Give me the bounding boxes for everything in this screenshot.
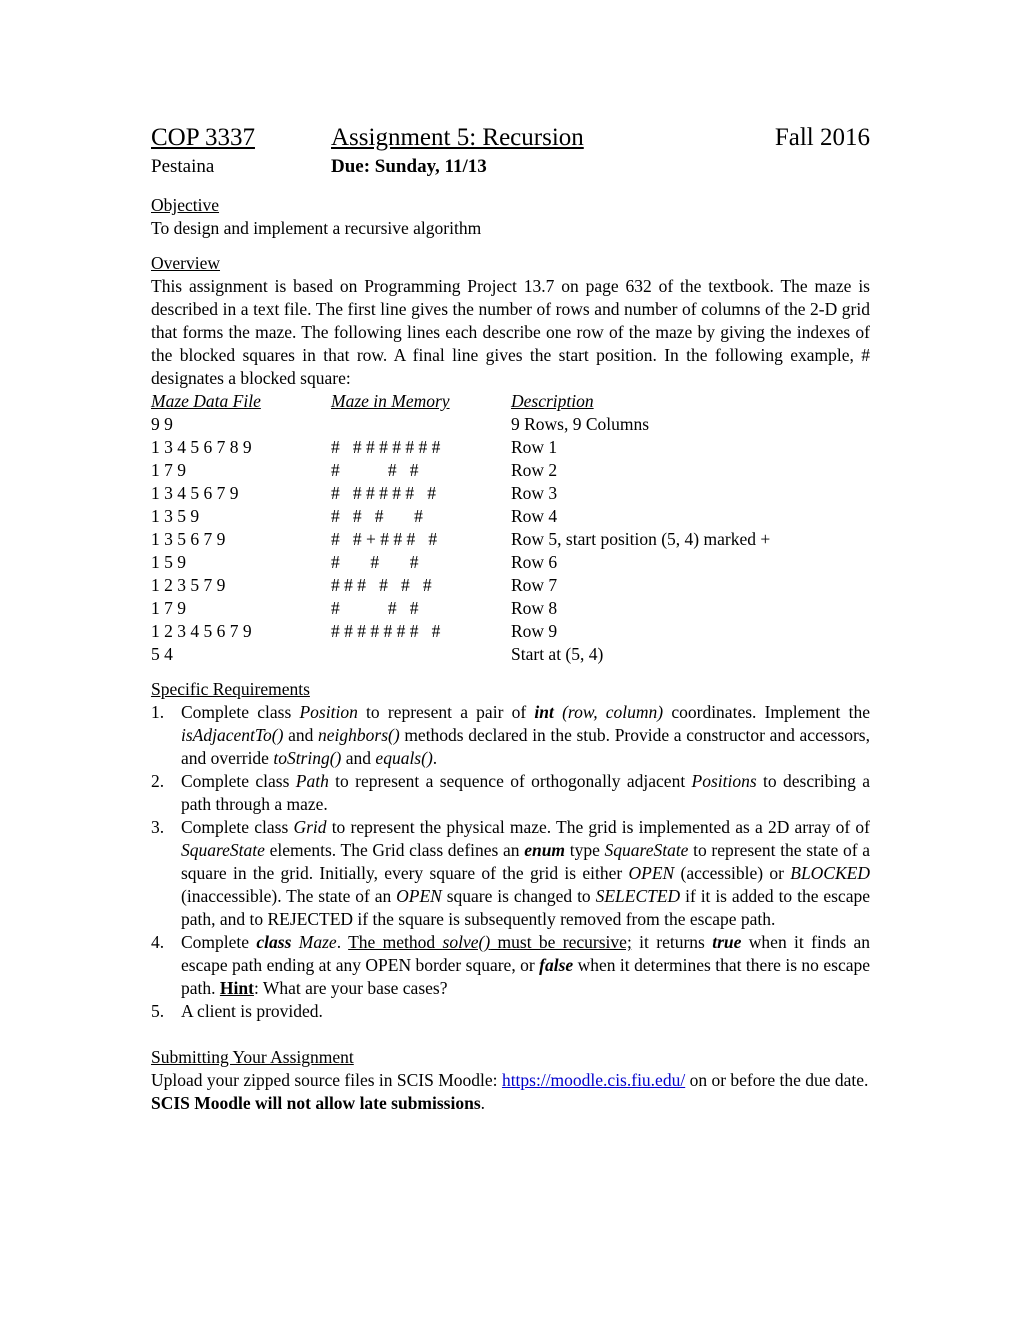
overview-heading: Overview — [151, 253, 221, 273]
maze-memory-cell: # # # — [331, 460, 419, 480]
maze-table-row — [151, 482, 870, 505]
requirement-text: enum — [524, 840, 566, 860]
requirement-text: to represent a pair of — [357, 702, 535, 722]
maze-table-row — [151, 505, 870, 528]
due-date: Due: Sunday, 11/13 — [331, 156, 487, 177]
submit-text-before: Upload your zipped source files in SCIS Moodle: — [151, 1070, 502, 1090]
requirement-text: if it is added to the escape path, and to REJECTED if the square is subsequently removed from the escape path. — [181, 886, 870, 929]
maze-table-row — [151, 459, 870, 482]
submit-text-end: . — [480, 1093, 486, 1113]
header-maze-in-memory: Maze in Memory — [331, 391, 450, 411]
requirements-list — [151, 701, 870, 1023]
requirement-text: Grid — [293, 817, 327, 837]
requirement-text: and — [341, 748, 376, 768]
requirement-item — [151, 770, 870, 816]
maze-table-row — [151, 597, 870, 620]
overview-section — [151, 252, 870, 390]
submit-text-after: on or before the due date. — [685, 1070, 869, 1090]
maze-memory-cell: # # # # # # # # — [331, 437, 441, 457]
requirement-text: OPEN — [396, 886, 442, 906]
requirement-text: (accessible) or — [674, 863, 791, 883]
maze-table-row — [151, 620, 870, 643]
maze-memory-cell: # # # # # # — [331, 575, 432, 595]
requirement-text: coordinates. Implement the — [663, 702, 871, 722]
course-code: COP 3337 — [151, 124, 255, 151]
requirement-text: class — [256, 932, 292, 952]
maze-description-cell: Row 2 — [511, 460, 558, 480]
maze-data-cell: 9 9 — [151, 414, 173, 434]
requirement-number: 1. — [151, 702, 165, 722]
maze-table-row — [151, 436, 870, 459]
header-description: Description — [511, 391, 594, 411]
maze-data-cell: 1 3 5 6 7 9 — [151, 529, 226, 549]
requirement-text — [554, 702, 562, 722]
maze-description-cell: Row 6 — [511, 552, 558, 572]
requirement-text: BLOCKED — [790, 863, 870, 883]
requirement-text: . — [336, 932, 349, 952]
maze-memory-cell: # # # # — [331, 506, 423, 526]
maze-table-header — [151, 390, 870, 413]
requirement-text: toString() — [273, 748, 342, 768]
maze-table-row — [151, 643, 870, 666]
requirement-text: neighbors() — [318, 725, 400, 745]
subtitle-row — [151, 154, 870, 180]
requirement-text: Complete — [181, 932, 257, 952]
requirement-number: 3. — [151, 817, 165, 837]
header-maze-data-file: Maze Data File — [151, 391, 261, 411]
maze-data-cell: 1 3 4 5 6 7 9 — [151, 483, 239, 503]
requirement-text: and — [283, 725, 318, 745]
requirement-item — [151, 701, 870, 770]
requirement-text: to describing a path through a maze. — [181, 771, 870, 814]
maze-memory-cell: # # # # # # # — [331, 483, 436, 503]
requirement-number: 2. — [151, 771, 165, 791]
maze-data-cell: 1 2 3 5 7 9 — [151, 575, 226, 595]
submitting-section — [151, 1046, 870, 1115]
requirement-text: solve() — [442, 932, 491, 952]
requirement-text: SquareState — [604, 840, 689, 860]
requirement-text: OPEN — [628, 863, 675, 883]
requirement-item — [151, 1000, 870, 1023]
maze-data-cell: 1 3 5 9 — [151, 506, 200, 526]
requirement-text: methods declared in the stub. Provide a constructor and accessors, and override — [181, 725, 870, 768]
requirement-text: (row, column) — [562, 702, 664, 722]
requirement-text: must be recursive; — [490, 932, 632, 952]
objective-text: To design and implement a recursive algorithm — [151, 218, 482, 238]
requirement-text: it returns — [631, 932, 713, 952]
maze-table-row — [151, 528, 870, 551]
maze-table — [151, 390, 870, 666]
late-submission-note: SCIS Moodle will not allow late submissions — [151, 1093, 481, 1113]
maze-memory-cell: # # # — [331, 552, 419, 572]
requirement-text — [291, 932, 298, 952]
requirement-text: to represent the physical maze. The grid is implemented as a 2D array of of — [326, 817, 870, 837]
requirement-text: false — [539, 955, 574, 975]
requirement-number: 4. — [151, 932, 165, 952]
maze-data-cell: 1 3 4 5 6 7 8 9 — [151, 437, 252, 457]
maze-description-cell: Row 4 — [511, 506, 558, 526]
requirement-text: Complete class — [181, 771, 296, 791]
maze-memory-cell: # # + # # # # — [331, 529, 438, 549]
requirement-item — [151, 816, 870, 931]
requirement-text: Positions — [691, 771, 757, 791]
requirement-text: Complete class — [181, 702, 300, 722]
maze-description-cell: Row 8 — [511, 598, 558, 618]
maze-data-cell: 5 4 — [151, 644, 173, 664]
objective-heading: Objective — [151, 195, 220, 215]
requirement-text: Position — [299, 702, 358, 722]
requirement-text: int — [534, 702, 554, 722]
maze-table-row — [151, 574, 870, 597]
requirement-text: SquareState — [181, 840, 265, 860]
requirement-text: : What are your base cases? — [253, 978, 448, 998]
requirement-text: Maze — [298, 932, 337, 952]
instructor: Pestaina — [151, 156, 215, 177]
maze-data-cell: 1 5 9 — [151, 552, 186, 572]
requirement-text: equals() — [375, 748, 433, 768]
submitting-heading: Submitting Your Assignment — [151, 1047, 354, 1067]
maze-data-cell: 1 2 3 4 5 6 7 9 — [151, 621, 252, 641]
maze-table-row — [151, 413, 870, 436]
requirement-text: isAdjacentTo() — [181, 725, 284, 745]
requirement-text: elements. The Grid class defines an — [264, 840, 525, 860]
title-row — [151, 122, 870, 154]
requirements-heading: Specific Requirements — [151, 679, 310, 699]
requirement-text: Path — [295, 771, 329, 791]
objective-section — [151, 194, 870, 240]
assignment-title: Assignment 5: Recursion — [331, 124, 584, 151]
requirement-text: when it determines that there is no escape path. — [181, 955, 870, 998]
maze-description-cell: Row 5, start position (5, 4) marked + — [511, 529, 771, 549]
requirement-text: square is changed to — [441, 886, 596, 906]
overview-text: This assignment is based on Programming Project 13.7 on page 632 of the textbook. The maze is described in a text file. The first line gives the number of rows and number of columns of the 2-D grid that forms the maze. The following lines each describe one row of the maze by giving the indexes of the blocked squares in that row. A final line gives the start position. In the following example, # designates a blocked square: — [151, 276, 870, 388]
maze-memory-cell: # # # # # # # # — [331, 621, 441, 641]
maze-data-cell: 1 7 9 — [151, 460, 186, 480]
document-page — [151, 122, 870, 1115]
requirement-text: to represent a sequence of orthogonally adjacent — [328, 771, 692, 791]
maze-description-cell: Row 7 — [511, 575, 558, 595]
moodle-link[interactable]: https://moodle.cis.fiu.edu/ — [501, 1070, 686, 1090]
maze-description-cell: Row 3 — [511, 483, 558, 503]
maze-description-cell: Start at (5, 4) — [511, 644, 604, 664]
term: Fall 2016 — [774, 124, 870, 151]
requirement-text: A client is provided. — [181, 1001, 323, 1021]
maze-description-cell: 9 Rows, 9 Columns — [511, 414, 650, 434]
maze-memory-cell: # # # — [331, 598, 419, 618]
maze-table-row — [151, 551, 870, 574]
maze-description-cell: Row 9 — [511, 621, 558, 641]
requirement-text: true — [712, 932, 742, 952]
requirement-text: when it finds an escape path ending at any OPEN border square, or — [181, 932, 871, 975]
requirements-section — [151, 678, 870, 1023]
requirement-text: to represent the state of a square in the grid. Initially, every square of the grid is either — [181, 840, 870, 883]
maze-description-cell: Row 1 — [511, 437, 558, 457]
requirement-text: The method — [348, 932, 443, 952]
requirement-text: SELECTED — [595, 886, 681, 906]
requirement-text: type — [565, 840, 605, 860]
requirement-text: Complete class — [181, 817, 294, 837]
requirement-item — [151, 931, 870, 1000]
requirement-text: Hint — [219, 978, 254, 998]
submitting-text — [151, 1069, 870, 1115]
requirement-text: . — [432, 748, 438, 768]
maze-data-cell: 1 7 9 — [151, 598, 186, 618]
requirement-number: 5. — [151, 1001, 165, 1021]
requirement-text: (inaccessible). The state of an — [181, 886, 397, 906]
